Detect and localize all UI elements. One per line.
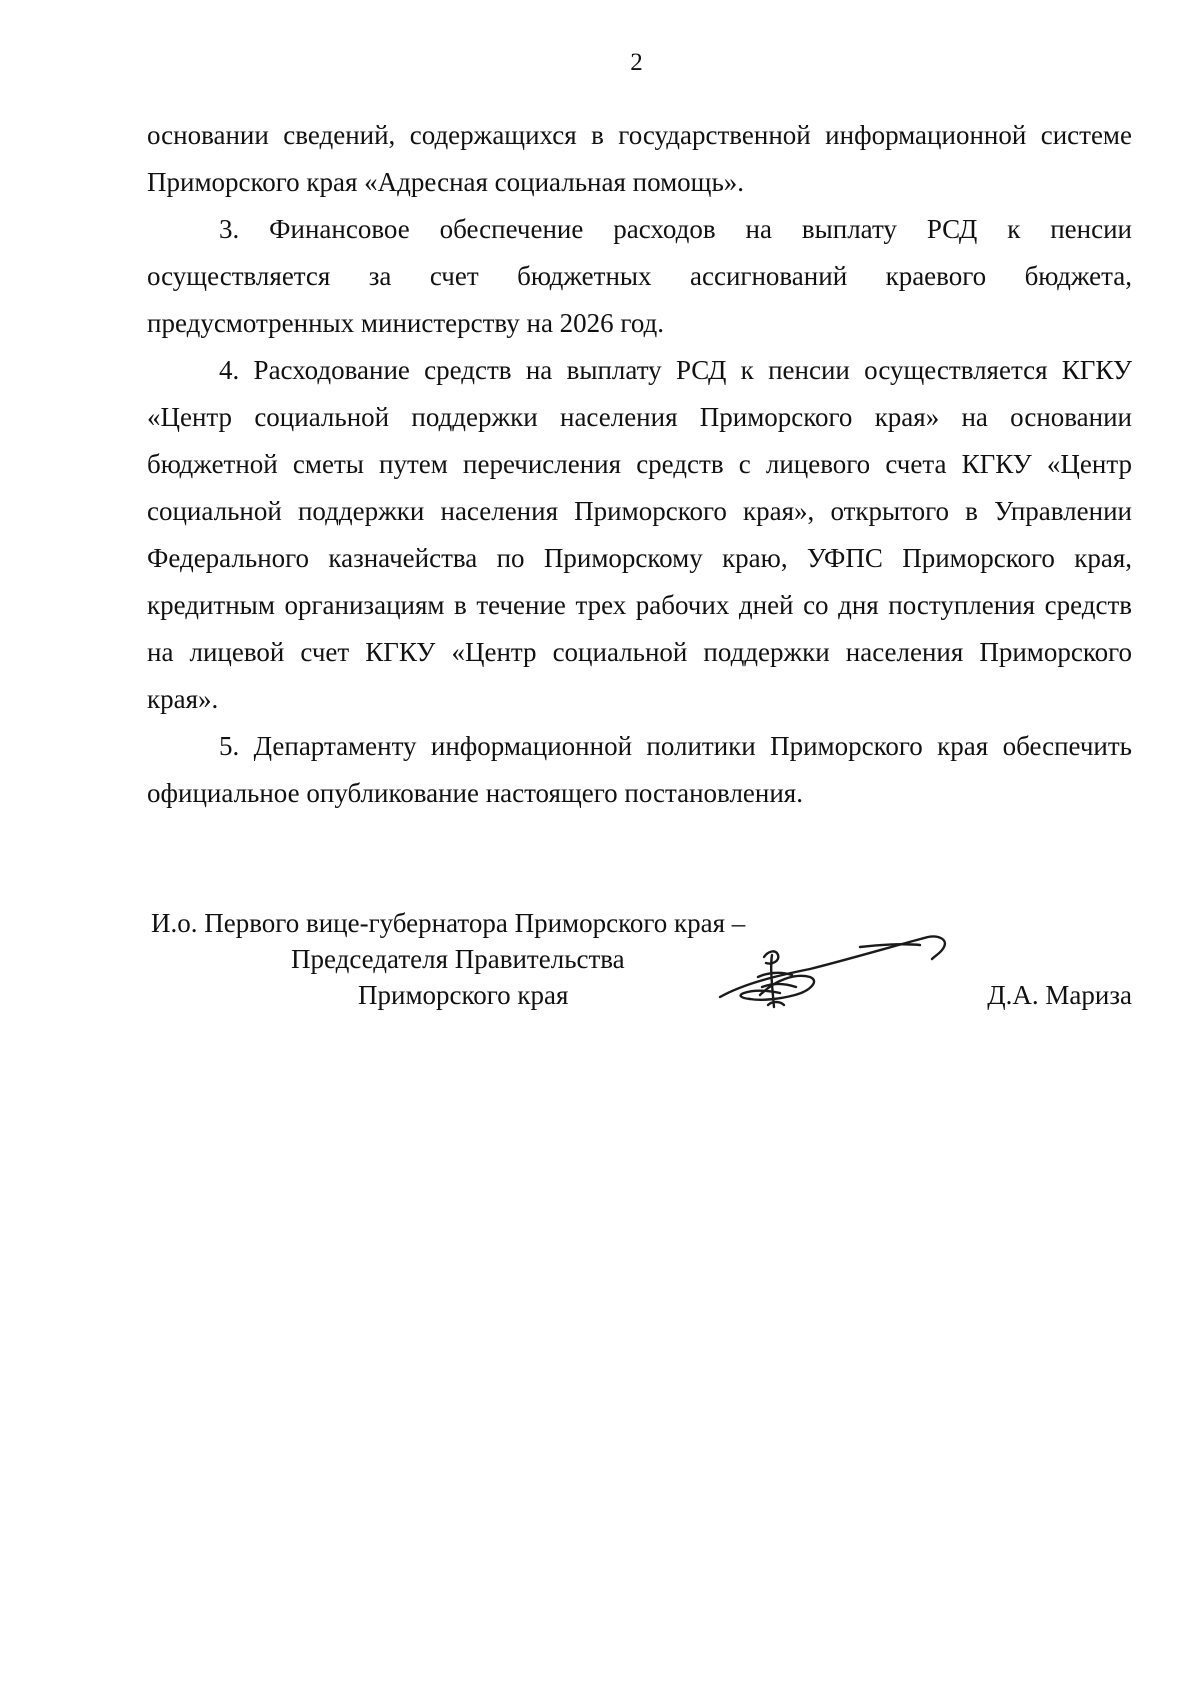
- paragraph-continuation: основании сведений, содержащихся в государственной информационной системе Приморского края «Адресная социальная помощь».: [147, 120, 1132, 197]
- signatory-position-line-1: И.о. Первого вице-губернатора Приморского края –: [151, 908, 746, 938]
- signature-block: [0, 905, 1200, 1015]
- paragraph-4-spending: 4. Расходование средств на выплату РСД к пенсии осуществляется КГКУ «Центр социальной поддержки населения Приморского края» на основании бюджетной сметы путем перечисления средств с лицевого счета КГКУ «Центр социальной поддержки населения Приморского края», открытого в Управлении Федерального казначейства по Приморскому краю, УФПС Приморского края, кредитным организациям в течение трех рабочих дней со дня поступления средств на лицевой счет КГКУ «Центр социальной поддержки населения Приморского края».: [147, 355, 1132, 714]
- page-number: 2: [630, 49, 643, 76]
- signatory-name: Д.А. Мариза: [987, 980, 1132, 1010]
- handwritten-signature: [700, 925, 960, 1015]
- signatory-position-line-2: Председателя Правительства: [291, 944, 625, 974]
- paragraph-5-publication: 5. Департаменту информационной политики Приморского края обеспечить официальное опубликование настоящего постановления.: [147, 731, 1132, 808]
- document-body: [147, 112, 1132, 817]
- paragraph-3-financing: 3. Финансовое обеспечение расходов на выплату РСД к пенсии осуществляется за счет бюджетных ассигнований краевого бюджета, предусмотренных министерству на 2026 год.: [147, 214, 1132, 338]
- signatory-position-line-3: Приморского края: [358, 980, 569, 1010]
